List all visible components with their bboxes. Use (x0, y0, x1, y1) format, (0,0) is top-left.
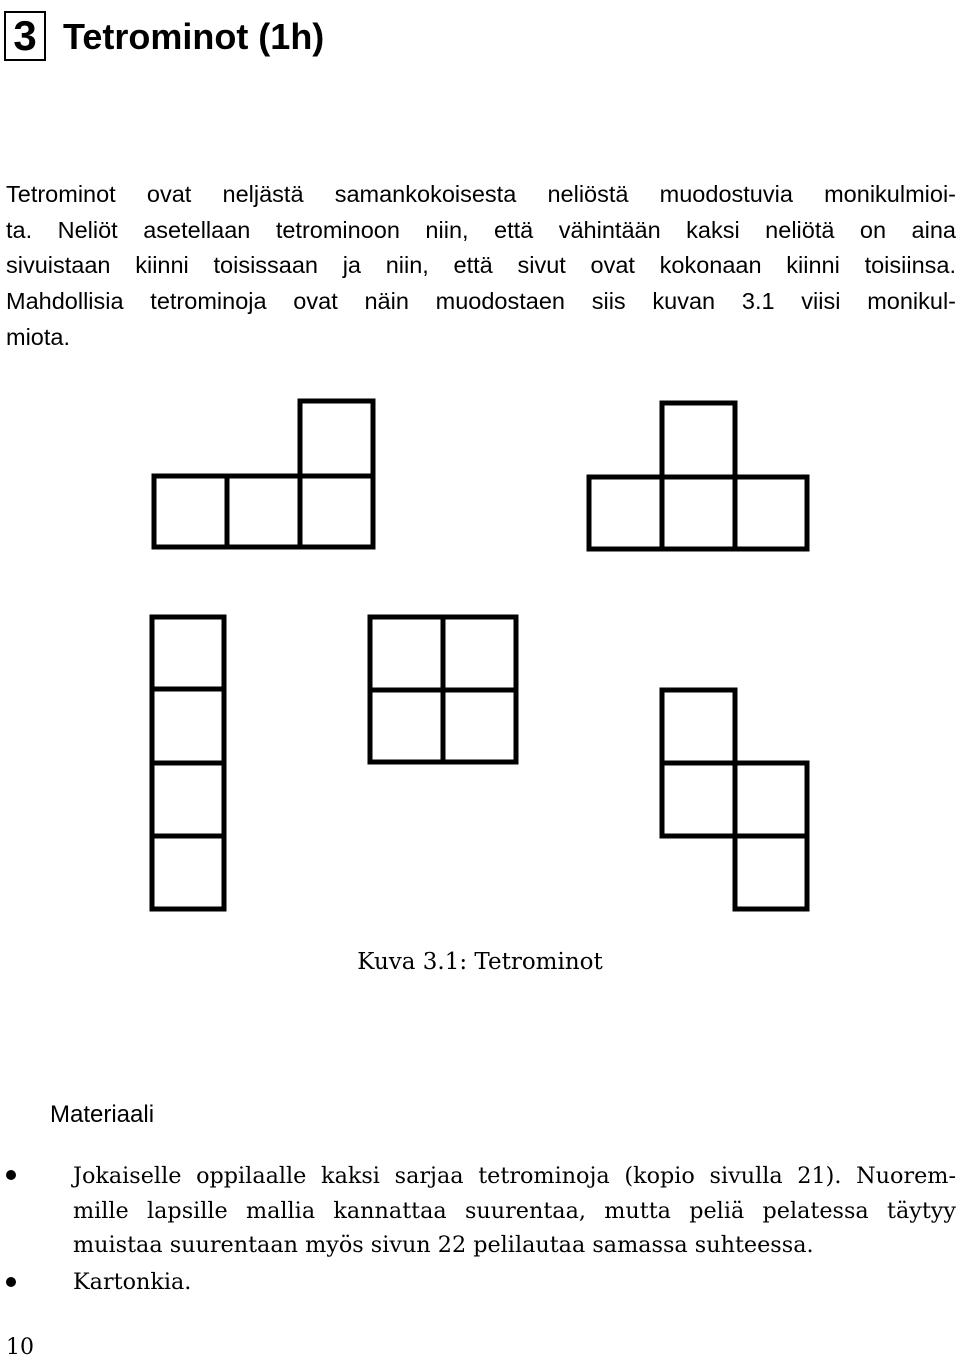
tetromino-figure (0, 390, 960, 920)
i-tetromino-shape (152, 617, 224, 909)
list-item-line: mille lapsille mallia kannattaa suurentaa, mutta peliä pelatessa täytyy (73, 1198, 956, 1224)
list-item-line: muistaa suurentaan myös sivun 22 pelilautaa samassa suhteessa. (73, 1232, 814, 1258)
s-tetromino-shape (662, 690, 807, 909)
intro-line: miota. (6, 324, 70, 350)
figure-caption: Kuva 3.1: Tetrominot (357, 949, 603, 975)
intro-line: Tetrominot ovat neljästä samankokoisesta neliöstä muodostuvia monikulmioi- (6, 181, 956, 207)
list-item-line: Kartonkia. (73, 1269, 192, 1295)
page-number: 10 (6, 1335, 34, 1360)
chapter-number: 3 (4, 11, 46, 61)
bullet-icon (6, 1170, 16, 1180)
chapter-title: Tetrominot (1h) (63, 16, 325, 57)
intro-line: sivuistaan kiinni toisissaan ja niin, että sivut ovat kokonaan kiinni toisiinsa. (6, 252, 956, 278)
bullet-icon (6, 1277, 16, 1287)
intro-line: Mahdollisia tetrominoja ovat näin muodostaen siis kuvan 3.1 viisi monikul- (6, 288, 956, 314)
o-tetromino-shape (370, 617, 516, 762)
list-item-line: Jokaiselle oppilaalle kaksi sarjaa tetrominoja (kopio sivulla 21). Nuorem- (73, 1163, 956, 1189)
chapter-heading (4, 8, 324, 64)
l-tetromino-shape (154, 401, 373, 547)
intro-line: ta. Neliöt asetellaan tetrominoon niin, että vähintään kaksi neliötä on aina (6, 217, 956, 243)
t-tetromino-shape (589, 403, 807, 549)
section-title-materials: Materiaali (50, 1101, 155, 1128)
